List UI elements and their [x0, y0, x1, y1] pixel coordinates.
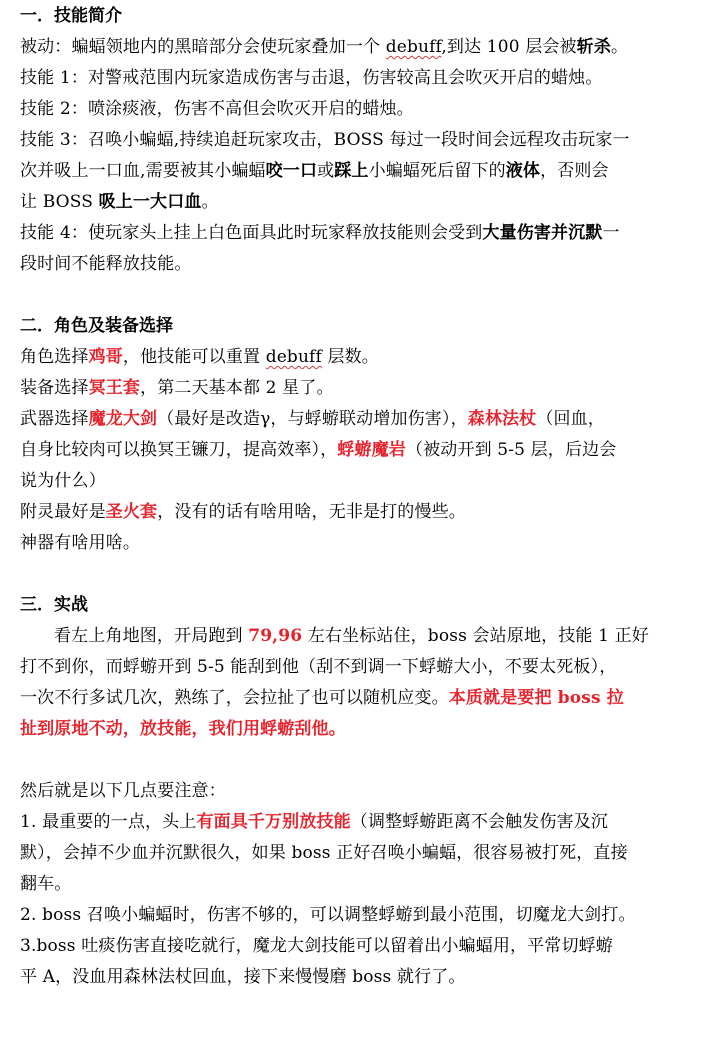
text-run: 。 [610, 37, 629, 57]
paragraph-gap [20, 559, 710, 590]
bold-text: 液体 [505, 161, 541, 181]
text-run: 装备选择 [20, 378, 89, 398]
red-highlight: 鸡哥 [88, 347, 123, 367]
text-run: ，他技能可以重置 [122, 347, 266, 367]
bold-text: 踩上 [334, 161, 369, 181]
text-run: 角色选择 [20, 347, 89, 367]
text-run: （回血， [536, 409, 605, 429]
notes-intro: 然后就是以下几点要注意： [20, 781, 226, 801]
note1-line-2: 默），会掉不少血并沉默很久，如果 boss 正好召唤小蝙蝠，很容易被打死，直接 [20, 843, 628, 863]
red-highlight: 魔龙大剑 [88, 409, 158, 429]
text-run: （调整蜉蝣距离不会触发伤害及沉 [350, 812, 609, 832]
text-run: debuff [385, 37, 442, 57]
text-run: 自身比较肉可以换冥王镰刀，提高效率）， [20, 440, 338, 460]
red-highlight: 有面具千万别放技能 [196, 812, 351, 832]
skill1-line: 技能 1：对警戒范围内玩家造成伤害与击退，伤害较高且会吹灭开启的蜡烛。 [20, 68, 603, 88]
skill4-line-1 [20, 218, 710, 249]
text-run: 或 [317, 161, 335, 181]
note2-line: 2. boss 召唤小蝙蝠时，伤害不够的，可以调整蜉蝣到最小范围，切魔龙大剑打。 [20, 905, 636, 925]
text-run: 小蝙蝠死后留下的 [368, 161, 506, 181]
text-run: （最好是改造γ，与蜉蝣联动增加伤害）， [157, 409, 468, 429]
artifact-line: 神器有啥用啥。 [20, 533, 141, 553]
section-heading-roles: 二．角色及装备选择 [20, 316, 173, 336]
note3-line-2: 平 A，没血用森林法杖回血，接下来慢慢磨 boss 就行了。 [20, 967, 466, 987]
passive-line [20, 32, 710, 63]
document-body [20, 0, 710, 993]
red-highlight: 蜉蝣魔岩 [337, 440, 406, 460]
text-run: 让 BOSS [20, 192, 99, 212]
text-run: 次并吸上一口血,需要被其小蝙蝠 [20, 161, 266, 181]
text-run: 被动：蝙蝠领地内的黑暗部分会使玩家叠加一个 [20, 37, 386, 57]
text-run: ,到达 100 层会被 [441, 37, 577, 57]
weapon-line-3: 说为什么） [20, 471, 106, 491]
text-run: ，第二天基本都 2 星了。 [140, 378, 334, 398]
text-run: 一次不行多试几次，熟练了，会拉扯了也可以随机应变。 [20, 688, 449, 708]
skill3-line-3 [20, 187, 710, 218]
role-line [20, 342, 710, 373]
paragraph-gap [20, 745, 710, 776]
skill2-line: 技能 2：喷涂痰液，伤害不高但会吹灭开启的蜡烛。 [20, 99, 414, 119]
bold-text: 大量伤害并沉默 [482, 223, 603, 243]
combat-line-2: 打不到你，而蜉蝣开到 5-5 能刮到他（刮不到调一下蜉蝣大小，不要太死板）， [20, 657, 617, 677]
text-run: 技能 4：使玩家头上挂上白色面具此时玩家释放技能则会受到 [20, 223, 483, 243]
text-run: ，否则会 [540, 161, 609, 181]
text-run: 武器选择 [20, 409, 89, 429]
combat-line-1 [20, 621, 710, 652]
note1-line-1 [20, 807, 710, 838]
section-heading-combat: 三．实战 [20, 595, 88, 615]
bold-text: 吸上一大口血 [98, 192, 202, 212]
text-run: 层数。 [321, 347, 379, 367]
red-highlight: 冥王套 [88, 378, 141, 398]
red-highlight: 本质就是要把 boss 拉 [448, 688, 624, 708]
skill4-line-2: 段时间不能释放技能。 [20, 254, 192, 274]
weapon-line-2 [20, 435, 710, 466]
text-run: 附灵最好是 [20, 502, 106, 522]
text-run: 。 [201, 192, 219, 212]
equip-line [20, 373, 710, 404]
section-heading-skills: 一．技能简介 [20, 6, 122, 26]
combat-line-3 [20, 683, 710, 714]
weapon-line-1 [20, 404, 710, 435]
bold-text: 斩杀 [576, 37, 611, 57]
red-highlight: 森林法杖 [467, 409, 537, 429]
text-run: 左右坐标站住，boss 会站原地，技能 1 正好 [302, 626, 649, 646]
red-highlight: 79,96 [248, 626, 303, 646]
bold-text: 咬一口 [265, 161, 318, 181]
text-run: debuff [265, 347, 322, 367]
text-run: 看左上角地图，开局跑到 [54, 626, 249, 646]
text-run: 1. 最重要的一点，头上 [20, 812, 197, 832]
text-run: ，没有的话有啥用啥，无非是打的慢些。 [157, 502, 466, 522]
note3-line-1: 3.boss 吐痰伤害直接吃就行，魔龙大剑技能可以留着出小蝙蝠用，平常切蜉蝣 [20, 936, 613, 956]
combat-line-4: 扯到原地不动，放技能，我们用蜉蝣刮他。 [20, 719, 346, 739]
red-highlight: 圣火套 [105, 502, 158, 522]
enchant-line [20, 497, 710, 528]
note1-line-3: 翻车。 [20, 874, 72, 894]
skill3-line-2 [20, 156, 710, 187]
paragraph-gap [20, 280, 710, 311]
text-run: （被动开到 5-5 层，后边会 [405, 440, 617, 460]
text-run: 一 [602, 223, 620, 243]
skill3-line-1: 技能 3：召唤小蝙蝠,持续追赶玩家攻击，BOSS 每过一段时间会远程攻击玩家一 [20, 130, 630, 150]
